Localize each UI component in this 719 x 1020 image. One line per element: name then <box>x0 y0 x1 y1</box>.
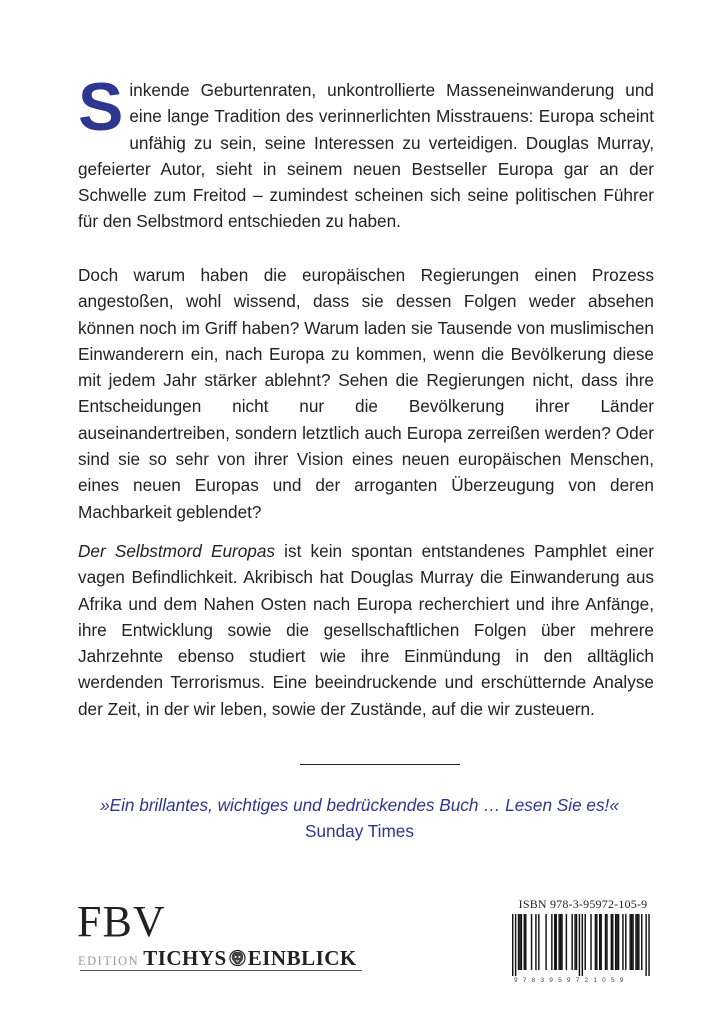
barcode-bar <box>605 914 606 970</box>
book-title: Der Selbstmord Europas <box>78 541 275 561</box>
barcode-bars <box>508 914 658 976</box>
barcode-bar <box>579 914 580 976</box>
isbn-label: ISBN 978-3-95972-105-9 <box>518 897 648 911</box>
questions-paragraph: Doch warum haben die europäischen Regierungen einen Prozess angestoßen, wohl wissend, dass sie dessen Folgen weder absehen können noch im Griff haben? Warum laden sie Tausende von muslimischen Einwanderern ein, nach Europa zu kommen, wenn die Bevölkerung diese mit jedem Jahr stärker ablehnt? Sehen die Regierungen nicht, dass ihre Entscheidungen nicht nur die Bevölkerung ihrer Länder auseinandertreiben, sondern letztlich auch Europa zerreißen werden? Oder sind sie so sehr von ihrer Vision eines neuen europäischen Menschen, eines neuen Europas und der arroganten Überzeugung von deren Machbarkeit geblendet? <box>78 265 654 522</box>
drop-cap: S <box>78 69 124 145</box>
barcode-bar <box>585 914 586 970</box>
barcode-bar <box>512 914 513 976</box>
barcode-bar <box>638 914 639 970</box>
barcode-bar <box>521 914 522 970</box>
barcode-bar <box>596 914 597 970</box>
barcode-bar <box>545 914 546 970</box>
tichys-einblick-logo <box>78 946 357 971</box>
barcode-bar <box>518 914 519 970</box>
barcode-digits: 9783959721059 <box>514 977 629 984</box>
edition-label: EDITION <box>78 954 140 968</box>
barcode-bar <box>618 914 619 970</box>
barcode-bar <box>576 914 577 970</box>
quote-text: »Ein brillantes, wichtiges und bedrückendes Buch … Lesen Sie es!« <box>100 795 619 815</box>
barcode-bar <box>525 914 526 970</box>
barcode-bar <box>641 914 642 970</box>
barcode-bar <box>637 914 638 970</box>
barcode-bar <box>590 914 591 970</box>
barcode-bar <box>561 914 562 970</box>
tichys-label: TICHYS <box>143 946 227 970</box>
barcode-bar <box>574 914 575 970</box>
einblick-label: EINBLICK <box>247 946 357 970</box>
section-divider <box>300 764 460 765</box>
barcode-bar <box>625 914 626 970</box>
review-quote <box>0 792 719 844</box>
barcode-bar <box>631 914 632 970</box>
barcode-bar <box>551 914 552 970</box>
barcode-bar <box>622 914 623 970</box>
barcode-bar <box>556 914 557 970</box>
barcode-bar <box>600 914 601 970</box>
barcode-bar <box>531 914 532 970</box>
logo-underline <box>80 970 362 971</box>
barcode-bar <box>645 914 646 976</box>
barcode-bar <box>524 914 525 970</box>
barcode-bar <box>606 914 607 970</box>
barcode-bar <box>611 914 612 970</box>
quote-source: Sunday Times <box>305 821 414 841</box>
barcode-bar <box>612 914 613 970</box>
barcode-bar <box>571 914 572 970</box>
barcode-bar <box>635 914 636 970</box>
barcode-bar <box>558 914 559 970</box>
barcode-bar <box>595 914 596 970</box>
barcode-bar <box>538 914 539 970</box>
barcode-bar <box>582 914 583 976</box>
fbv-logo: FBV <box>77 897 166 946</box>
intro-paragraph <box>78 69 654 235</box>
isbn-barcode <box>508 897 658 989</box>
barcode-bar <box>599 914 600 970</box>
barcode-bar <box>535 914 536 970</box>
summary-paragraph <box>78 538 654 722</box>
barcode-bar <box>519 914 520 970</box>
barcode-bar <box>554 914 555 970</box>
lion-head-icon <box>229 949 246 967</box>
barcode-bar <box>560 914 561 970</box>
barcode-bar <box>616 914 617 970</box>
barcode-bar <box>632 914 633 970</box>
barcode-bar <box>566 914 567 970</box>
barcode-bar <box>648 914 649 976</box>
summary-paragraph-text: ist kein spontan entstandenes Pamphlet einer vagen Befindlichkeit. Akribisch hat Douglas Murray die Einwanderung aus Afrika und dem Nahen Osten nach Europa recherchiert und ihre Anfänge, ihre Entwicklung sowie die gesellschaftlichen Folgen über mehrere Jahrzehnte ebenso studiert wie ihre Einmündung in den alltäglich werdenden Terrorismus. Eine beeindruckende und erschütternde Analyse der Zeit, in der wir leben, sowie der Zustände, auf die wir zusteuern. <box>78 541 654 719</box>
intro-paragraph-text: inkende Geburtenraten, unkontrollierte Masseneinwanderung und eine lange Tradition des verinnerlichten Misstrauens: Europa scheint unfähig zu sein, seine Interessen zu verteidigen. Douglas Murray, gefeierter Autor, sieht in seinem neuen Bestseller Europa gar an der Schwelle zum Freitod – zumindest scheinen sich seine politischen Führer für den Selbstmord entschieden zu haben. <box>78 80 654 232</box>
barcode-bar <box>629 914 630 970</box>
barcode-bar <box>615 914 616 970</box>
barcode-bar <box>515 914 516 976</box>
